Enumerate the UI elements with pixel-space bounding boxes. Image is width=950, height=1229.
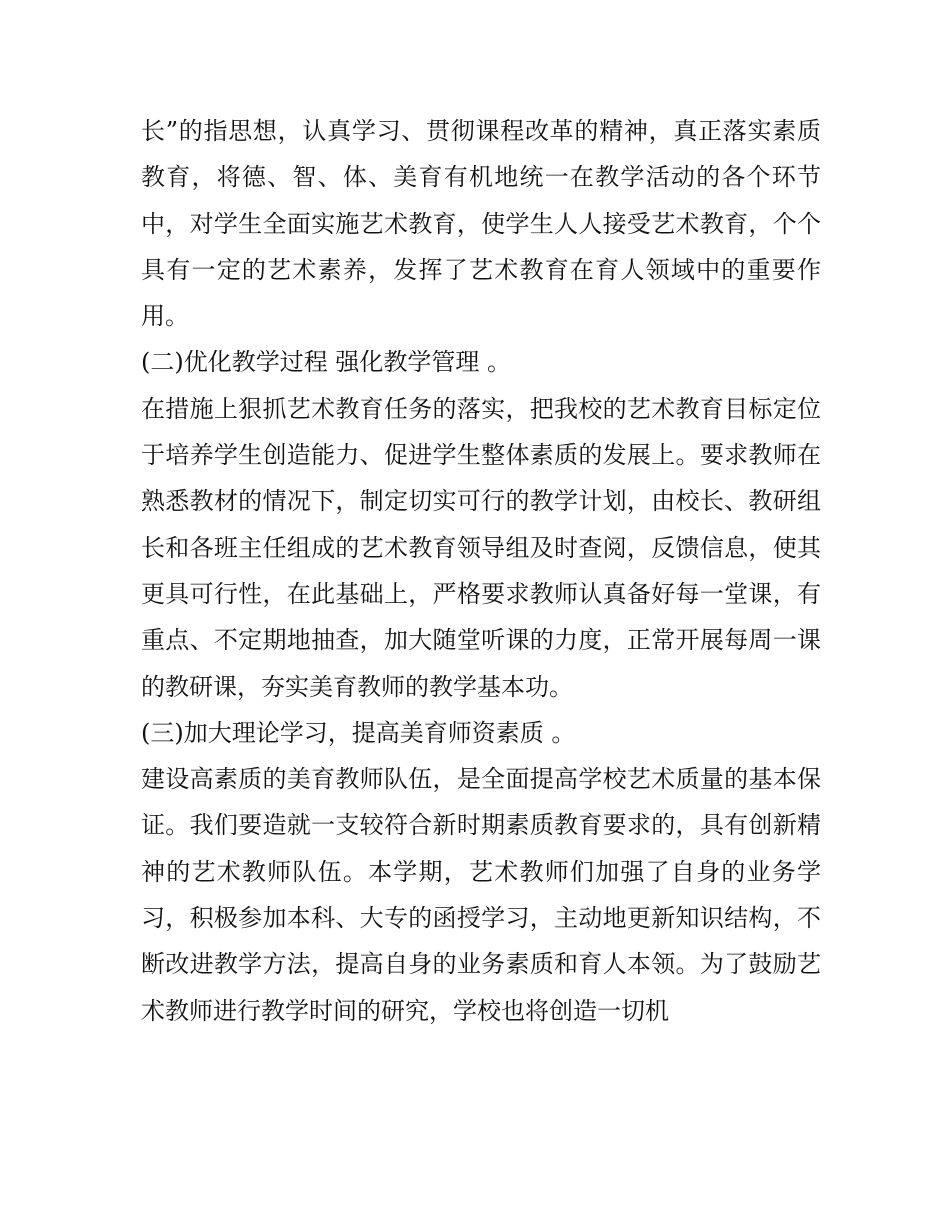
section-heading-2: (二)优化教学过程 强化教学管理 。 xyxy=(141,348,511,377)
paragraph-teacher-quality: 建设高素质的美育教师队伍，是全面提高学校艺术质量的基本保证。我们要造就一支较符合新时期素质教育要求的，具有创新精神的艺术教师队伍。本学期，艺术教师们加强了自身的业务学习，积极参加本科、大专的函授学习，主动地更新知识结构，不断改进教学方法，提高自身的业务素质和育人本领。为了鼓励艺术教师进行教学时间的研究，学校也将创造一切机 xyxy=(141,765,821,1025)
section-heading-3: (三)加大理论学习，提高美育师资素质 。 xyxy=(141,718,576,747)
document-body xyxy=(141,108,821,1034)
paragraph-teaching-management: 在措施上狠抓艺术教育任务的落实，把我校的艺术教育目标定位于培养学生创造能力、促进学生整体素质的发展上。要求教师在熟悉教材的情况下，制定切实可行的教学计划，由校长、教研组长和各班主任组成的艺术教育领导组及时查阅，反馈信息，使其更具可行性，在此基础上，严格要求教师认真备好每一堂课，有重点、不定期地抽查，加大随堂听课的力度，正常开展每周一课的教研课，夯实美育教师的教学基本功。 xyxy=(141,394,821,701)
paragraph-intro-continued: 长”的指思想，认真学习、贯彻课程改革的精神，真正落实素质教育，将德、智、体、美育有机地统一在教学活动的各个环节中，对学生全面实施艺术教育，使学生人人接受艺术教育，个个具有一定的艺术素养，发挥了艺术教育在育人领域中的重要作用。 xyxy=(141,117,821,331)
